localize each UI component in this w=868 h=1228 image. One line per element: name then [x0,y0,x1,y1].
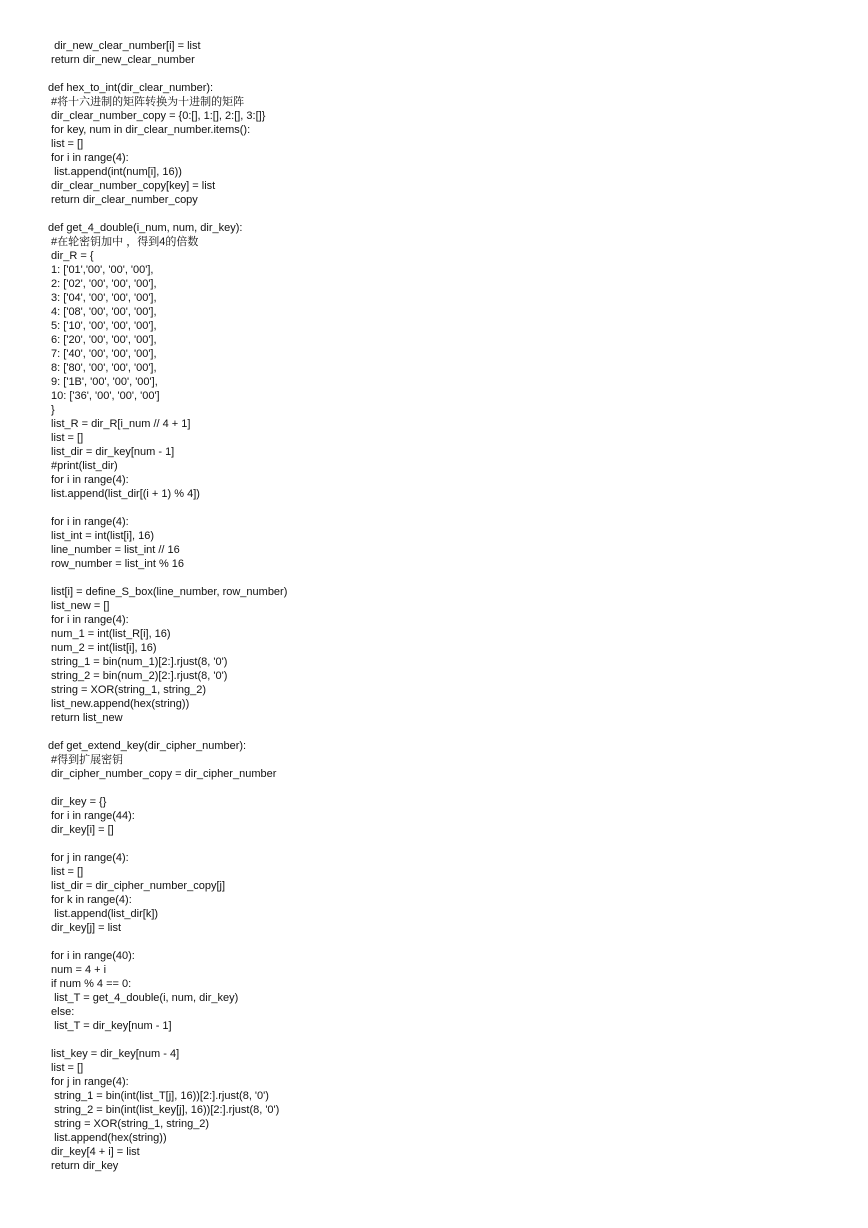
code-line: list_new.append(hex(string)) [48,698,190,710]
code-line: list.append(int(num[i], 16)) [48,166,182,178]
code-line: for i in range(4): [48,474,129,486]
code-line [48,837,848,851]
code-line: } [48,404,55,416]
code-line: def get_extend_key(dir_cipher_number): [48,740,247,752]
code-line: dir_clear_number_copy = {0:[], 1:[], 2:[], 3:[]} [48,110,266,122]
code-line: 10: ['36', '00', '00', '00'] [48,390,160,402]
code-line: if num % 4 == 0: [48,978,132,990]
code-line: list = [] [48,1062,84,1074]
document-page [48,39,848,1173]
code-line: 2: ['02', '00', '00', '00'], [48,278,157,290]
code-line [48,571,848,585]
code-line: list_T = dir_key[num - 1] [48,1020,172,1032]
code-line: dir_key[4 + i] = list [48,1146,140,1158]
code-line: 8: ['80', '00', '00', '00'], [48,362,157,374]
code-line: dir_key[i] = [] [48,824,114,836]
code-line: num = 4 + i [48,964,107,976]
code-line: for i in range(44): [48,810,135,822]
code-line: def get_4_double(i_num, num, dir_key): [48,222,243,234]
code-line: dir_new_clear_number[i] = list [48,40,201,52]
code-line: string_2 = bin(int(list_key[j], 16))[2:].rjust(8, '0') [48,1104,280,1116]
code-line: else: [48,1006,75,1018]
code-line: row_number = list_int % 16 [48,558,185,570]
code-line: #在轮密钥加中 ，得到4的倍数 [48,236,199,248]
code-line: for i in range(4): [48,614,129,626]
code-line: list = [] [48,138,84,150]
code-line: line_number = list_int // 16 [48,544,180,556]
code-line: string_2 = bin(num_2)[2:].rjust(8, '0') [48,670,228,682]
code-line [48,67,848,81]
code-line: 3: ['04', '00', '00', '00'], [48,292,157,304]
code-line [48,501,848,515]
code-line: list_R = dir_R[i_num // 4 + 1] [48,418,191,430]
code-line [48,207,848,221]
code-line: 1: ['01','00', '00', '00'], [48,264,154,276]
code-line: #将十六进制的矩阵转换为十进制的矩阵 [48,96,245,108]
code-line: 4: ['08', '00', '00', '00'], [48,306,157,318]
code-line: string_1 = bin(num_1)[2:].rjust(8, '0') [48,656,228,668]
code-line [48,781,848,795]
code-line: string = XOR(string_1, string_2) [48,1118,210,1130]
code-line: #print(list_dir) [48,460,118,472]
code-line: #得到扩展密钥 [48,754,124,766]
code-line: num_2 = int(list[i], 16) [48,642,157,654]
code-line: list_int = int(list[i], 16) [48,530,155,542]
code-line: 9: ['1B', '00', '00', '00'], [48,376,158,388]
code-line: for i in range(40): [48,950,135,962]
code-line: for k in range(4): [48,894,132,906]
code-line: list_key = dir_key[num - 4] [48,1048,180,1060]
code-line: list[i] = define_S_box(line_number, row_number) [48,586,288,598]
code-line: 6: ['20', '00', '00', '00'], [48,334,157,346]
code-line: string = XOR(string_1, string_2) [48,684,207,696]
code-line: return dir_clear_number_copy [48,194,198,206]
code-line: for j in range(4): [48,852,129,864]
code-line: dir_clear_number_copy[key] = list [48,180,216,192]
code-line: list.append(hex(string)) [48,1132,167,1144]
code-line: list_dir = dir_key[num - 1] [48,446,175,458]
code-line: dir_R = { [48,250,94,262]
code-line: dir_key = {} [48,796,107,808]
code-line: list = [] [48,866,84,878]
code-line: dir_cipher_number_copy = dir_cipher_number [48,768,277,780]
code-line: list.append(list_dir[(i + 1) % 4]) [48,488,200,500]
code-line: 5: ['10', '00', '00', '00'], [48,320,157,332]
code-line: list = [] [48,432,84,444]
code-line: return dir_new_clear_number [48,54,195,66]
code-line: dir_key[j] = list [48,922,122,934]
code-line: for key, num in dir_clear_number.items(): [48,124,251,136]
code-line: list_dir = dir_cipher_number_copy[j] [48,880,226,892]
code-line: return dir_key [48,1160,119,1172]
code-line: list.append(list_dir[k]) [48,908,159,920]
code-line [48,725,848,739]
code-line: for i in range(4): [48,152,129,164]
code-line: list_new = [] [48,600,110,612]
code-line: string_1 = bin(int(list_T[j], 16))[2:].rjust(8, '0') [48,1090,269,1102]
code-line: 7: ['40', '00', '00', '00'], [48,348,157,360]
code-line [48,935,848,949]
code-line: for i in range(4): [48,516,129,528]
code-line [48,1033,848,1047]
code-line: def hex_to_int(dir_clear_number): [48,82,214,94]
code-line: for j in range(4): [48,1076,129,1088]
code-line: list_T = get_4_double(i, num, dir_key) [48,992,239,1004]
code-line: return list_new [48,712,123,724]
code-line: num_1 = int(list_R[i], 16) [48,628,171,640]
